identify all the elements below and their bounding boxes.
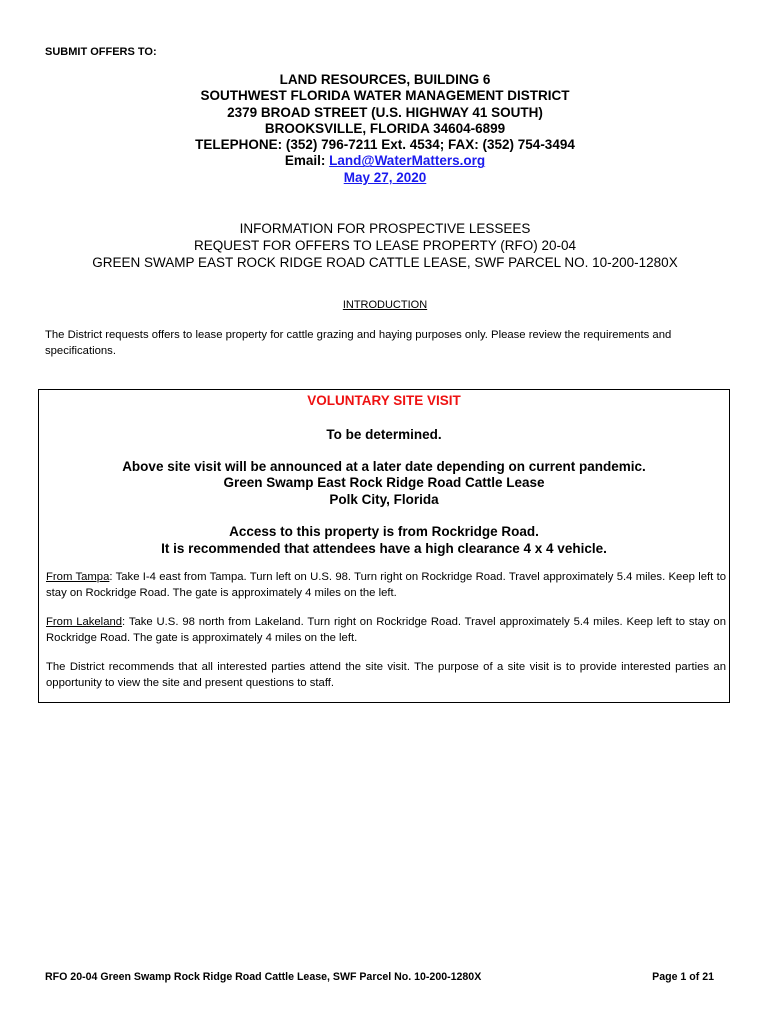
email-label: Email: <box>284 153 330 169</box>
site-visit-announcement <box>39 459 729 508</box>
site-visit-date: To be determined. <box>326 427 442 442</box>
info-rfo: REQUEST FOR OFFERS TO LEASE PROPERTY (RFO) 20-04 <box>193 237 577 253</box>
address-line-city: BROOKSVILLE, FLORIDA 34604-6899 <box>264 120 506 136</box>
announcement-lease-name: Green Swamp East Rock Ridge Road Cattle Lease <box>223 475 545 491</box>
announcement-line: Above site visit will be announced at a later date depending on current pandemic. <box>122 459 646 474</box>
address-line-office: LAND RESOURCES, BUILDING 6 <box>279 72 491 87</box>
site-visit-box <box>38 389 730 703</box>
tampa-directions: : Take I-4 east from Tampa. Turn left on U.S. 98. Turn right on Rockridge Road. Travel approximately 5.4 miles. Keep left to stay on Rockridge Road. The gate is approximately 4 miles on the left. <box>46 571 726 599</box>
lakeland-directions: : Take U.S. 98 north from Lakeland. Turn right on Rockridge Road. Travel approximately 5.4 miles. Keep left to stay on Rockridge Road. The gate is approximately 4 miles on the left. <box>46 616 726 644</box>
address-block <box>0 72 770 186</box>
info-parcel: GREEN SWAMP EAST ROCK RIDGE ROAD CATTLE LEASE, SWF PARCEL NO. 10-200-1280X <box>92 254 678 270</box>
site-visit-recommendation: The District recommends that all interested parties attend the site visit. The purpose of a site visit is to provide interested parties an opportunity to view the site and present questions to staff. <box>46 661 726 689</box>
announcement-location: Polk City, Florida <box>329 491 439 507</box>
introduction-text: The District requests offers to lease property for cattle grazing and haying purposes only. Please review the requirements and specifications. <box>45 329 672 357</box>
introduction-heading: INTRODUCTION <box>342 299 428 311</box>
directions-from-lakeland <box>46 615 726 646</box>
date-link[interactable]: May 27, 2020 <box>343 169 427 185</box>
email-link[interactable]: Land@WaterMatters.org <box>329 153 486 169</box>
lakeland-label: From Lakeland <box>46 616 123 628</box>
directions-from-tampa <box>46 570 726 601</box>
info-title: INFORMATION FOR PROSPECTIVE LESSEES <box>239 221 531 236</box>
footer-page-number: Page 1 of 21 <box>652 971 714 983</box>
document-info <box>0 221 770 271</box>
access-road-line: Access to this property is from Rockridge Road. <box>229 524 539 539</box>
tampa-label: From Tampa <box>46 571 110 583</box>
footer-document-title: RFO 20-04 Green Swamp Rock Ridge Road Cattle Lease, SWF Parcel No. 10-200-1280X <box>45 971 482 983</box>
address-line-district: SOUTHWEST FLORIDA WATER MANAGEMENT DISTRICT <box>200 88 570 104</box>
address-line-street: 2379 BROAD STREET (U.S. HIGHWAY 41 SOUTH) <box>227 104 543 120</box>
email-line <box>0 153 770 169</box>
site-visit-access <box>39 524 729 558</box>
submit-offers-label: SUBMIT OFFERS TO: <box>45 46 157 58</box>
vehicle-recommendation: It is recommended that attendees have a high clearance 4 x 4 vehicle. <box>161 540 607 556</box>
address-line-phone: TELEPHONE: (352) 796-7211 Ext. 4534; FAX: (352) 754-3494 <box>195 137 575 153</box>
site-visit-title: VOLUNTARY SITE VISIT <box>307 393 461 408</box>
